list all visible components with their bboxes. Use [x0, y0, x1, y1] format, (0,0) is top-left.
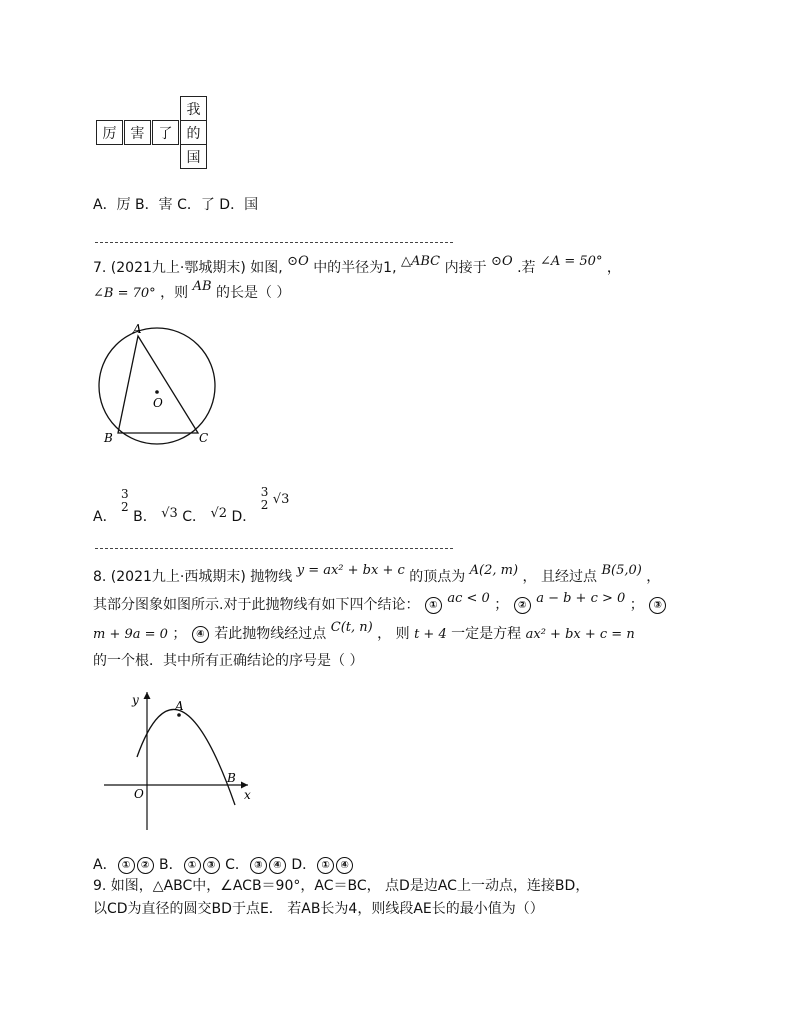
q9-line2: 以CD为直径的圆交BD于点E． 若AB长为4，则线段AE长的最小值为（）: [93, 901, 544, 917]
q7-option-d-num: 3: [260, 485, 269, 499]
vertex-point: [177, 713, 181, 717]
separator-line-2: [95, 548, 453, 549]
q8-comma: ，: [646, 569, 661, 585]
q8-text-then: ， 则: [377, 626, 410, 642]
q7-text2: 内接于: [444, 260, 487, 276]
circumcircle: [99, 328, 215, 444]
q7-text5: 的长是（ ）: [215, 285, 291, 301]
q8-point-c: C(t, n): [330, 620, 373, 635]
q8-options: [93, 854, 354, 874]
label-vertex-a: A: [175, 699, 184, 713]
q8-equation: y = ax² + bx + c: [296, 563, 405, 578]
q8-d-1: ①: [317, 857, 334, 874]
q7-options: [93, 480, 290, 525]
label-o: O: [153, 396, 163, 410]
q8-d-4: ④: [336, 857, 353, 874]
q7-option-d-radical: √3: [272, 492, 290, 507]
grid-cell-de: 的: [180, 120, 207, 145]
q8-line2: [93, 591, 667, 614]
q8-c-4: ④: [269, 857, 286, 874]
q7-circle-o: ⊙O: [287, 254, 309, 269]
q8-line1: [93, 563, 661, 586]
label-a: A: [133, 322, 142, 336]
q8-sep-2: ；: [629, 597, 644, 613]
q7-option-b-value: √3: [161, 506, 178, 521]
q8-parabola-figure: [96, 682, 261, 834]
q7-option-c-value: √2: [210, 506, 227, 521]
q7-option-a-den: 2: [121, 500, 129, 514]
separator-line: [95, 242, 453, 243]
q7-comma: ，: [606, 260, 621, 276]
q7-text3: .若: [517, 260, 536, 276]
q8-c-3: ③: [250, 857, 267, 874]
q8-equation-2: ax² + bx + c = n: [525, 627, 635, 642]
q8-sep-3: ；: [172, 626, 187, 642]
q8-b-3: ③: [203, 857, 220, 874]
q8-text-vertex: 的顶点为: [409, 569, 466, 585]
q8-prefix: 8. (2021九上·西城期末) 抛物线: [93, 569, 293, 585]
q7-option-a-frac: [121, 488, 129, 514]
q7-angle-a: ∠A = 50°: [539, 254, 603, 269]
grid-cell-guo: 国: [180, 144, 207, 169]
conclusion-2-expr: a − b + c > 0: [536, 591, 626, 606]
q8-b-1: ①: [184, 857, 201, 874]
parabola-curve: [137, 709, 235, 805]
q7-text4: ，则: [160, 285, 189, 301]
q7-prefix: 7. (2021九上·鄂城期末) 如图,: [93, 260, 283, 276]
q8-text-conclusions: 其部分图象如图所示.对于此抛物线有如下四个结论：: [93, 597, 420, 613]
grid-cell-li: 厉: [96, 120, 123, 145]
q8-point-b: B(5,0): [601, 563, 642, 578]
q8-a-2: ②: [137, 857, 154, 874]
q7-circle-figure: [90, 318, 230, 448]
q7-text1: 中的半径为1,: [313, 260, 397, 276]
q7-angle-b: ∠B = 70°: [93, 286, 156, 301]
q7-option-d-frac: [261, 486, 269, 512]
grid-cell-hai: 害: [124, 120, 151, 145]
conclusion-1-marker: ①: [425, 597, 442, 614]
q7-triangle: △ABC: [401, 254, 441, 269]
q7-circle-o2: ⊙O: [491, 254, 513, 269]
q9-line1: 9. 如图，△ABC中，∠ACB＝90°，AC＝BC， 点D是边AC上一动点，连接BD，: [93, 878, 590, 894]
character-grid: [96, 96, 208, 173]
q7-option-b-label: B．: [133, 509, 157, 525]
label-b: B: [104, 431, 113, 445]
q7-option-a-num: 3: [121, 487, 129, 501]
q8-text-root-of: 一定是方程: [451, 626, 522, 642]
q8-line3: [93, 620, 635, 643]
conclusion-4-marker: ④: [192, 626, 209, 643]
q8-text-passes: ， 且经过点: [522, 569, 597, 585]
q7-ab: AB: [192, 279, 212, 294]
q8-option-d-label: D．: [291, 857, 317, 873]
triangle-abc: [118, 336, 198, 433]
grid-cell-le: 了: [152, 120, 179, 145]
label-y: y: [132, 693, 139, 707]
label-x: x: [244, 788, 251, 802]
q7-option-a-label: A．: [93, 509, 117, 525]
q8-a-1: ①: [118, 857, 135, 874]
q8-option-c-label: C．: [225, 857, 249, 873]
grid-cell-wo: 我: [180, 96, 207, 121]
conclusion-1-expr: ac < 0: [447, 591, 490, 606]
q8-sep-1: ；: [494, 597, 509, 613]
label-origin: O: [134, 787, 144, 801]
q7-option-d-den: 2: [260, 498, 269, 512]
q8-option-a-label: A．: [93, 857, 117, 873]
conclusion-2-marker: ②: [514, 597, 531, 614]
center-point: [155, 390, 159, 394]
conclusion-3-expr: m + 9a = 0: [93, 627, 168, 642]
q6-options: A．厉 B．害 C．了 D．国: [93, 197, 259, 213]
label-c: C: [199, 431, 209, 445]
q8-line4: 的一个根．其中所有正确结论的序号是（ ）: [93, 653, 364, 669]
q8-text-if: 若此抛物线经过点: [214, 626, 327, 642]
q7-line2: [93, 279, 291, 302]
q7-option-d-label: D．: [231, 509, 257, 525]
q8-option-b-label: B．: [159, 857, 183, 873]
conclusion-3-marker: ③: [649, 597, 666, 614]
q8-expr-t4: t + 4: [414, 627, 447, 642]
q7-option-c-label: C．: [182, 509, 206, 525]
label-root-b: B: [227, 771, 236, 785]
q8-vertex: A(2, m): [469, 563, 519, 578]
q7-line1: [93, 254, 621, 277]
